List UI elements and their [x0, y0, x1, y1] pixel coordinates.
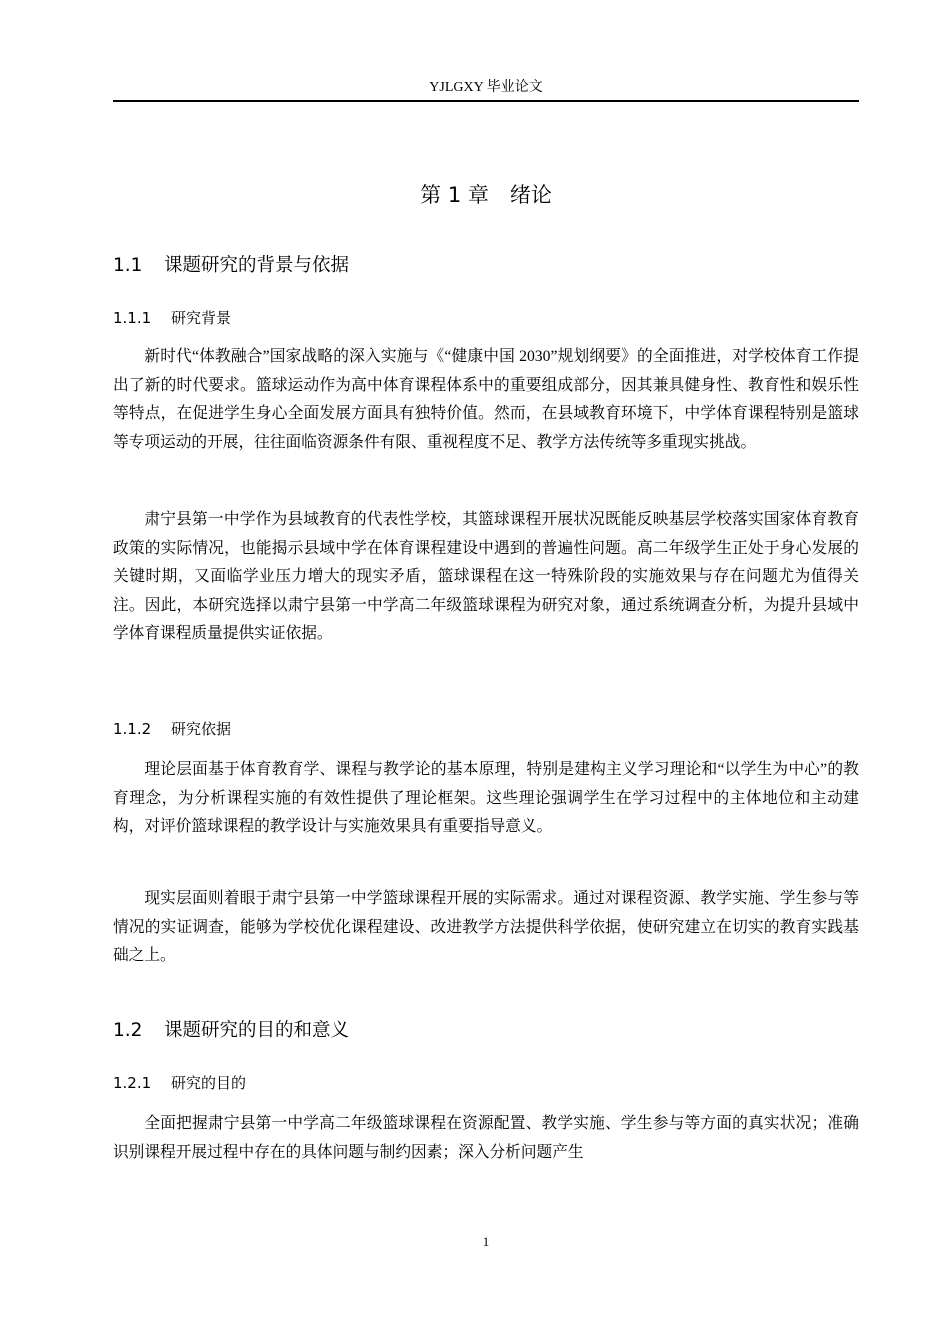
subsection-heading — [113, 1072, 246, 1094]
subsection-title: 研究依据 — [171, 720, 232, 738]
subsection-heading — [113, 718, 231, 740]
body-paragraph: 全面把握肃宁县第一中学高二年级篮球课程在资源配置、教学实施、学生参与等方面的真实状况；准确识别课程开展过程中存在的具体问题与制约因素；深入分析问题产生 — [113, 1115, 859, 1161]
subsection-heading — [113, 307, 231, 329]
header-rule — [113, 100, 859, 102]
body-paragraph: 现实层面则着眼于肃宁县第一中学篮球课程开展的实际需求。通过对课程资源、教学实施、学生参与等情况的实证调查，能够为学校优化课程建设、改进教学方法提供科学依据，使研究建立在切实的教育实践基础之上。 — [113, 890, 859, 964]
section-number: 1.2 — [113, 1020, 143, 1041]
body-paragraph: 新时代“体教融合”国家战略的深入实施与《“健康中国 2030”规划纲要》的全面推进，对学校体育工作提出了新的时代要求。篮球运动作为高中体育课程体系中的重要组成部分，因其兼具健身性、教育性和娱乐性等特点，在促进学生身心全面发展方面具有独特价值。然而，在县域教育环境下，中学体育课程特别是篮球等专项运动的开展，往往面临资源条件有限、重视程度不足、教学方法传统等多重现实挑战。 — [113, 348, 859, 451]
section-heading — [113, 1018, 349, 1044]
page-number: 1 — [482, 1234, 490, 1249]
chapter-title: 第 1 章 绪论 — [420, 183, 552, 207]
section-title: 课题研究的背景与依据 — [164, 255, 350, 276]
section-number: 1.1 — [113, 255, 143, 276]
subsection-number: 1.2.1 — [113, 1074, 152, 1092]
body-paragraph: 理论层面基于体育教育学、课程与教学论的基本原理，特别是建构主义学习理论和“以学生为中心”的教育理念，为分析课程实施的有效性提供了理论框架。这些理论强调学生在学习过程中的主体地位和主动建构，对评价篮球课程的教学设计与实施效果具有重要指导意义。 — [113, 761, 859, 835]
subsection-title: 研究背景 — [171, 309, 232, 327]
subsection-number: 1.1.1 — [113, 309, 152, 327]
running-header: YJLGXY 毕业论文 — [429, 80, 543, 95]
body-paragraph: 肃宁县第一中学作为县域教育的代表性学校，其篮球课程开展状况既能反映基层学校落实国家体育教育政策的实际情况，也能揭示县域中学在体育课程建设中遇到的普遍性问题。高二年级学生正处于身心发展的关键时期，又面临学业压力增大的现实矛盾，篮球课程在这一特殊阶段的实施效果与存在问题尤为值得关注。因此，本研究选择以肃宁县第一中学高二年级篮球课程为研究对象，通过系统调查分析，为提升县域中学体育课程质量提供实证依据。 — [113, 511, 859, 642]
section-title: 课题研究的目的和意义 — [164, 1020, 350, 1041]
subsection-title: 研究的目的 — [171, 1074, 247, 1092]
section-heading — [113, 253, 349, 279]
subsection-number: 1.1.2 — [113, 720, 152, 738]
